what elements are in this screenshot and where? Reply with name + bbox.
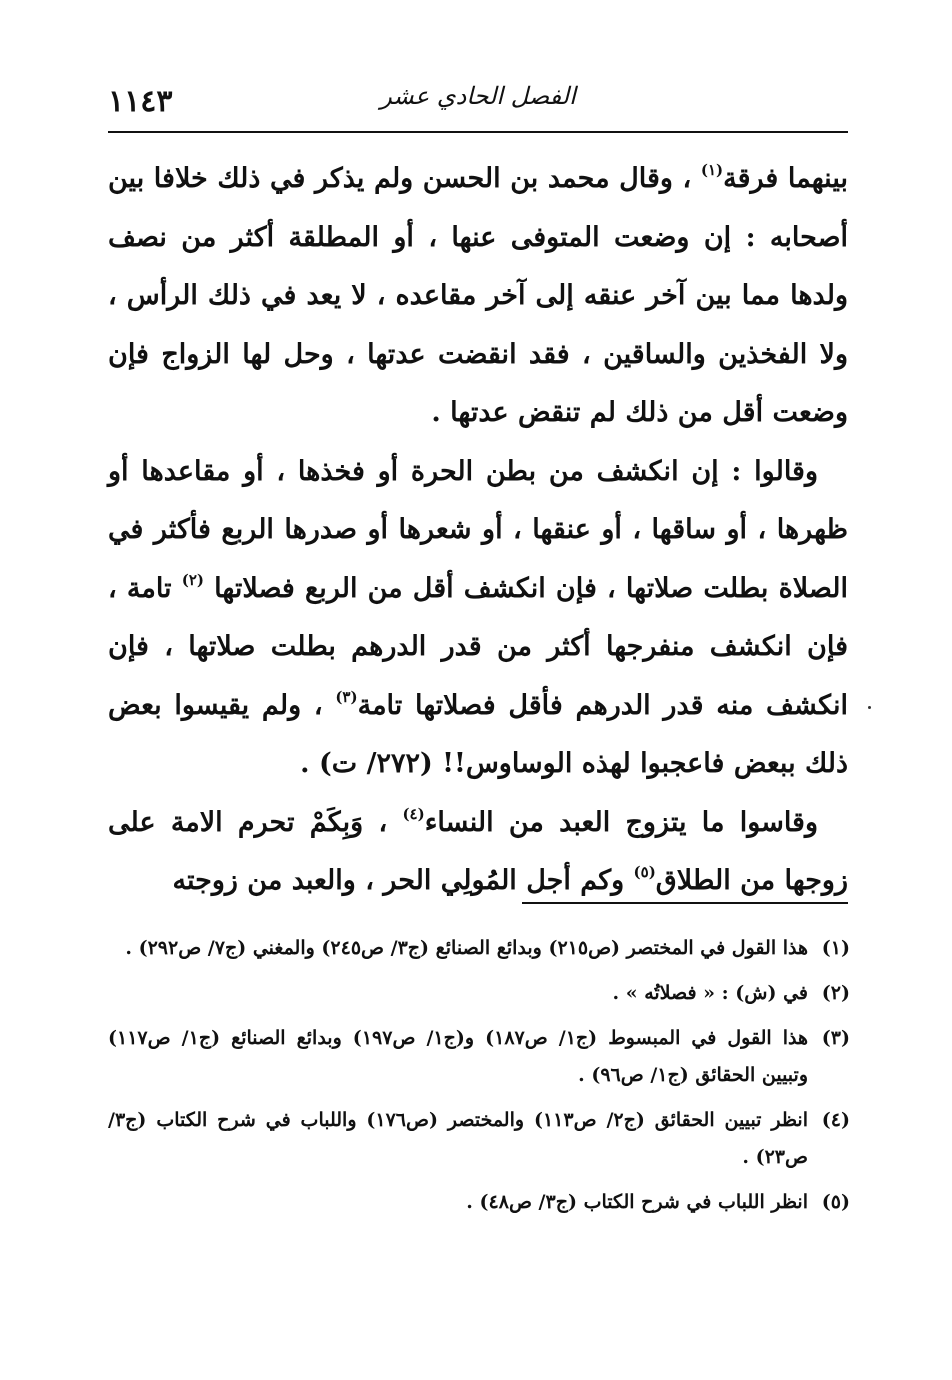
header-rule bbox=[108, 131, 848, 133]
footnote-text: هذا القول في المختصر (ص٢١٥) وبدائع الصنائع (ج٣/ ص٢٤٥) والمغني (ج٧/ ص٢٩٢) . bbox=[125, 937, 808, 959]
page-header bbox=[108, 78, 848, 128]
footnote-number: (٢) bbox=[821, 982, 850, 1004]
footnote-item bbox=[108, 1102, 850, 1176]
footnote-text: هذا القول في المبسوط (ج١/ ص١٨٧) و(ج١/ ص١٩٧) وبدائع الصنائع (ج١/ ص١١٧) وتبيين الحقائق (ج١/ ص٩٦) . bbox=[108, 1027, 809, 1086]
page-number: ١١٤٣ bbox=[108, 84, 173, 119]
footnote-text: انظر تبيين الحقائق (ج٢/ ص١١٣) والمختصر (ص١٧٦) واللباب في شرح الكتاب (ج٣/ ص٢٣) . bbox=[108, 1109, 808, 1168]
text-run: وكم أجل المُولِي الحر ، والعبد من زوجته bbox=[172, 865, 634, 896]
footnote-separator bbox=[522, 902, 848, 904]
footnote-item bbox=[108, 1184, 850, 1221]
text-run: : إن انكشف من بطن الحرة أو فخذها ، أو مقاعدها أو ظهرها ، أو ساقها ، أو عنقها ، أو شعرها أو صدرها الربع فأكثر في الصلاة بطلت صلاتها ، فإن انكشف أقل من الربع فصلاتها bbox=[108, 455, 848, 604]
footnotes bbox=[108, 930, 850, 1229]
margin-dot bbox=[868, 706, 871, 709]
chapter-title: الفصل الحادي عشر bbox=[380, 82, 576, 110]
footnote-ref-1[interactable]: (١) bbox=[700, 161, 724, 179]
footnote-ref-4[interactable]: (٤) bbox=[402, 804, 425, 823]
footnote-ref-5[interactable]: (٥) bbox=[633, 863, 656, 881]
footnote-item bbox=[108, 1020, 850, 1094]
footnote-number: (٣) bbox=[821, 1027, 850, 1049]
text-run: ما يتزوج العبد من النساء bbox=[424, 806, 740, 838]
paragraph-lead: وقالوا bbox=[754, 455, 818, 487]
footnote-number: (٤) bbox=[821, 1109, 850, 1131]
text-run: ، ولم يقيسوا بعض ذلك ببعض فاعجبوا لهذه الوساوس!! (٢٧٢/ ت) . bbox=[108, 689, 848, 779]
text-run: ، وقال محمد بن الحسن ولم يذكر في ذلك خلافا بين أصحابه : إن وضعت المتوفى عنها ، أو المطلقة أكثر من نصف ولدها مما بين آخر عنقه إلى آخر مقاعده ، لا يعد في ذلك الرأس ، ولا الفخذين والساقين ، فقد انقضت عدتها ، وحل لها الزواج فإن وضعت أقل من ذلك لم تنقض عدتها . bbox=[108, 163, 848, 428]
footnote-item bbox=[108, 975, 850, 1012]
paragraph-3 bbox=[108, 794, 848, 911]
text-run: ، وَبِكَمْ تحرم الامة على زوجها من الطلاق bbox=[108, 806, 848, 896]
paragraph-2 bbox=[108, 443, 848, 794]
footnote-ref-2[interactable]: (٢) bbox=[181, 570, 204, 589]
footnote-item bbox=[108, 930, 850, 967]
paragraph-1 bbox=[108, 150, 848, 443]
footnote-ref-3[interactable]: (٣) bbox=[335, 687, 358, 706]
footnote-number: (١) bbox=[821, 937, 850, 959]
body-text bbox=[108, 150, 848, 911]
paragraph-lead: وقاسوا bbox=[739, 806, 818, 838]
footnote-text: في (ش) : « فصلاتُه » . bbox=[612, 982, 808, 1004]
footnote-number: (٥) bbox=[821, 1191, 850, 1213]
text-run: تامة ، فإن انكشف منفرجها أكثر من قدر الدرهم بطلت صلاتها ، فإن انكشف منه قدر الدرهم فأقل فصلاتها تامة bbox=[108, 572, 849, 721]
footnote-text: انظر اللباب في شرح الكتاب (ج٣/ ص٤٨) . bbox=[466, 1191, 808, 1213]
text-run: بينهما فرقة bbox=[723, 163, 848, 194]
